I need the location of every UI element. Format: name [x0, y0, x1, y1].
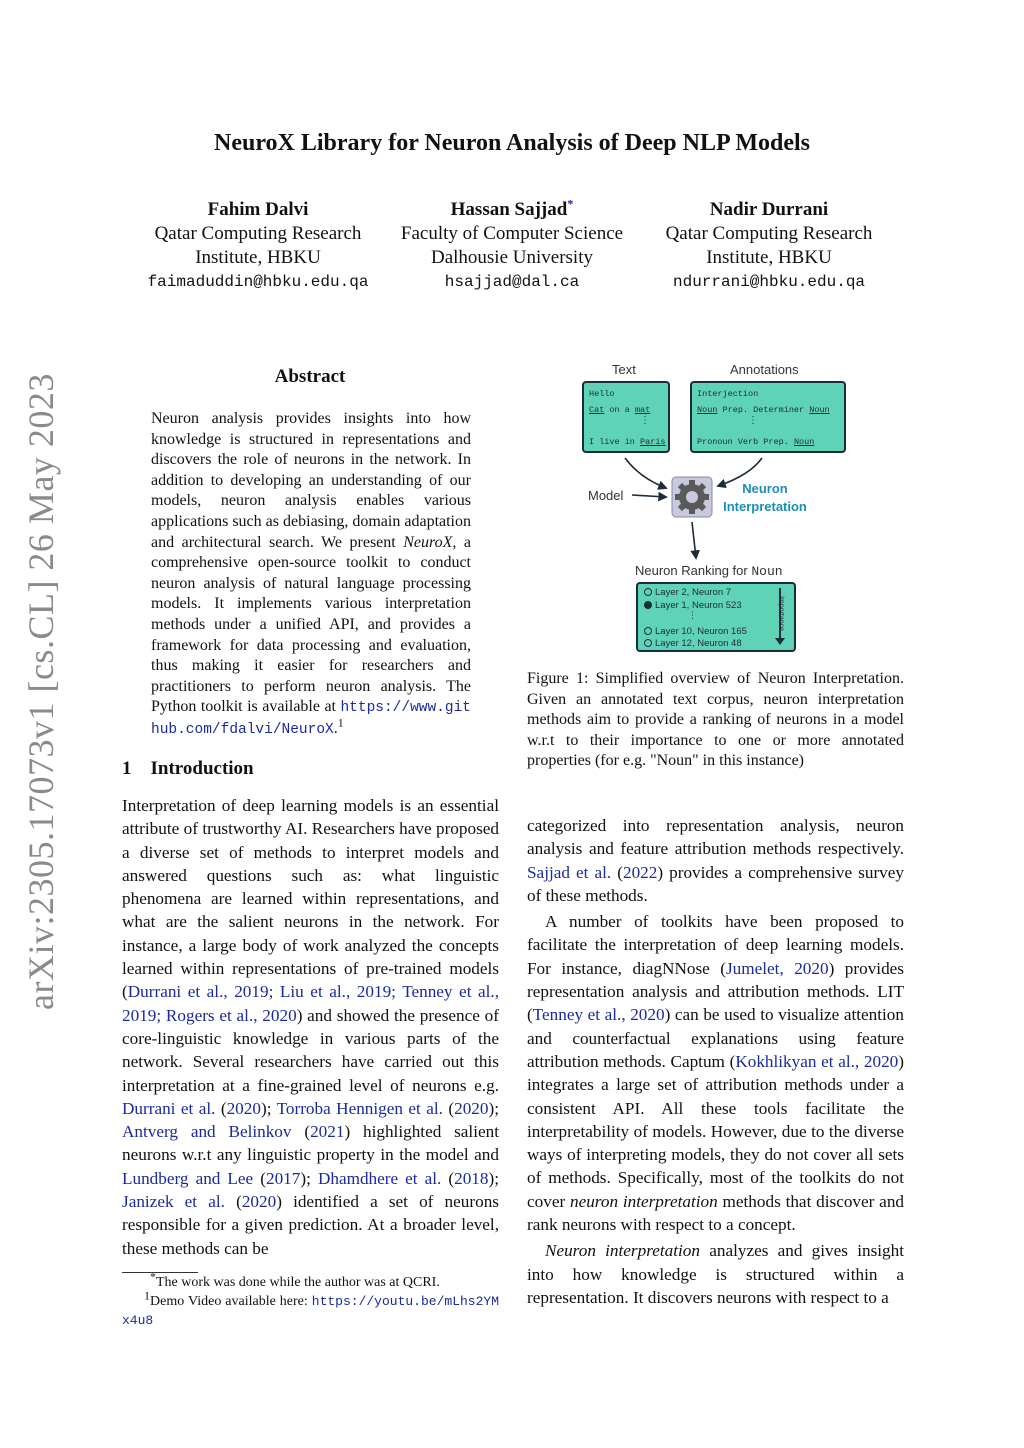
text-span: ) can be used to visualize attention and counterfactual explanations using feature attribution methods. Captum ( [527, 1005, 904, 1071]
citation-year[interactable]: 2018 [454, 1168, 489, 1188]
neuron-ranking-box [636, 582, 796, 652]
author-email[interactable]: ndurrani@hbku.edu.qa [672, 273, 866, 291]
citation-link[interactable]: Janizek et al. [122, 1192, 225, 1212]
citation-separator: ; [268, 982, 280, 1002]
annotation-tag: Noun [809, 405, 830, 415]
citation-separator: ; [494, 1098, 499, 1118]
citation-link[interactable]: Lundberg and Lee [122, 1168, 254, 1188]
paragraph [527, 1239, 904, 1309]
section-heading [122, 758, 254, 780]
filled-dot-icon [644, 601, 652, 609]
author-name: Nadir Durrani [709, 199, 829, 220]
corpus-word: on a [609, 405, 630, 415]
interp-label-line: Neuron [742, 481, 788, 496]
text-span: provides a comprehensive survey of these methods. [527, 862, 904, 905]
author-email[interactable]: hsajjad@dal.ca [444, 273, 580, 291]
ellipsis: ⋮ [748, 416, 758, 427]
author-affiliation: Faculty of Computer Science [400, 223, 624, 244]
paper-title: NeuroX Library for Neuron Analysis of Deep NLP Models [213, 130, 810, 156]
neuron-interpretation-label [720, 480, 810, 516]
ranking-label [635, 563, 783, 579]
ranking-label-code: Noun [751, 564, 783, 579]
citation-link[interactable]: Liu et al., 2019 [279, 982, 392, 1002]
model-to-ranking-arrow [692, 522, 696, 558]
author-affiliation: Qatar Computing Research [665, 223, 873, 244]
github-link[interactable]: https://www.github.com/fdalvi/NeuroX [151, 700, 471, 738]
citation-year[interactable]: 2020 [241, 1192, 277, 1212]
footnotes [122, 1269, 499, 1330]
citation-separator: ; [391, 982, 403, 1002]
paragraph: Interpretation of deep learning models is an essential attribute of trustworthy AI. Researchers have proposed a diverse set of methods to interpret models and answered questions such as: what linguistic phenomena are learned within representations, and what are the salient neurons in the network. For instance, a large body of work analyzed the concepts learned within representations of pre-trained models (Durrani et al., 2019; Liu et al., 2019; Tenney et al., 2019; Rogers et al., 2020) and showed the presence of core-linguistic knowledge in various parts of the network. Several researchers have carried out this interpretation at a fine-grained level of neurons e.g. Durrani et al. (2020); Torroba Hennigen et al. (2020); Antverg and Belinkov (2021) highlighted salient neurons w.r.t any linguistic property in the model and Lundberg and Lee (2017); Dhamdhere et al. (2018); Janizek et al. (2020) identified a set of neurons responsible for a given prediction. At a broader level, these methods can be [122, 796, 500, 1258]
author-affiliation: Dalhousie University [430, 247, 593, 268]
footnote [122, 1269, 499, 1292]
author-name: Hassan Sajjad [450, 199, 568, 220]
citation-year[interactable]: 2021 [310, 1122, 345, 1142]
text-span: highlighted salient neurons w.r.t any linguistic property in the model and [122, 1122, 499, 1165]
demo-video-link[interactable]: https://youtu.be/mLhs2YMx4u8 [122, 1294, 499, 1328]
corpus-word: mat [634, 405, 651, 415]
footnote-text: The work was done while the author was at QCRI. [156, 1275, 440, 1290]
author-affiliation: Qatar Computing Research [154, 223, 362, 244]
text-span: categorized into representation analysis, neuron analysis and feature attribution methods respectively. [527, 816, 904, 859]
text-span: Interpretation of deep learning models is an essential attribute of trustworthy AI. Researchers have proposed a diverse set of methods to interpret models and answered questions such as: what linguistic phenomena are learned within representations, and what are the salient neurons in the network. For instance, a large body of work analyzed the concepts learned within representations of pre-trained models ( [122, 796, 499, 1002]
author-block [128, 198, 388, 294]
text-span: identified a set of neurons responsible for a given prediction. At a broader level, these methods can be [122, 1192, 499, 1258]
abstract-span: , a comprehensive open-source toolkit to conduct neuron analysis of natural language processing models. It implements various interpretation methods under a unified API, and provides a framework for data processing and evaluation, thus making it easier for researchers and practitioners to perform neuron analysis. The Python toolkit is available at [151, 533, 471, 716]
ellipsis: ⋮ [640, 416, 650, 427]
model-label: Model [588, 488, 624, 503]
abstract-span: . [333, 719, 338, 737]
author-name: Fahim Dalvi [207, 199, 309, 220]
ring-dot-icon [644, 627, 652, 635]
abstract-span: Neuron analysis provides insights into how knowledge is structured in representations and discovers the role of neurons in the network. In addition to developing an understanding of our models, neuron analysis enables various applications such as debiasing, domain adaptation and architectural search. We present [151, 410, 471, 551]
citation-link[interactable]: Kokhlikyan et al., 2020 [735, 1051, 899, 1071]
corpus-word: Paris [640, 437, 666, 447]
citation-link[interactable]: Durrani et al., 2019 [127, 982, 269, 1002]
citation-link[interactable]: Durrani et al. [122, 1098, 216, 1118]
text-span: A number of toolkits have been proposed to facilitate the interpretation of deep learning models. For instance, diagNNose ( [527, 912, 904, 978]
citation-link[interactable]: Dhamdhere et al. [317, 1168, 442, 1188]
figure-text-label: Text [612, 362, 636, 377]
ring-dot-icon [644, 588, 652, 596]
ranking-text: Layer 2, Neuron 7 [655, 587, 732, 598]
author-email[interactable]: faimaduddin@hbku.edu.qa [147, 273, 369, 291]
text-span: analyzes and gives insight into how knowledge is structured within a representation. It discovers neurons with respect to a [527, 1241, 904, 1307]
emphasis: Neuron interpretation [545, 1241, 700, 1261]
ranking-item [644, 638, 742, 649]
figure-annotations-label: Annotations [730, 362, 799, 377]
ellipsis: ⋮ [688, 610, 697, 620]
citation-link[interactable]: Jumelet, 2020 [725, 958, 829, 978]
section-title: Introduction [150, 758, 254, 779]
footnote-mark: 1 [144, 1288, 150, 1303]
citation-link[interactable]: Torroba Hennigen et al. [276, 1098, 443, 1118]
ranking-text: Layer 10, Neuron 165 [655, 626, 747, 637]
citation-year[interactable]: 2020 [226, 1098, 261, 1118]
paragraph [527, 910, 904, 1236]
ranking-item [644, 626, 747, 637]
footnote-mark[interactable]: 1 [337, 715, 344, 730]
corpus-word: Cat [589, 405, 605, 415]
abstract-heading: Abstract [274, 366, 346, 387]
citation-separator: ; [156, 1005, 166, 1025]
abstract-text [151, 409, 471, 741]
citation-link[interactable]: Tenney et al., 2019 [122, 982, 500, 1025]
gear-icon [675, 480, 709, 514]
citation-link[interactable]: Tenney et al., 2020 [532, 1005, 665, 1025]
citation-link[interactable]: Rogers et al., 2020 [165, 1005, 297, 1025]
section-number: 1 [122, 758, 132, 779]
ring-dot-icon [644, 639, 652, 647]
emphasis: neuron interpretation [569, 1191, 718, 1211]
figure-caption: Figure 1: Simplified overview of Neuron Interpretation. Given an annotated text corpus, neuron interpretation methods aim to provide a ranking of neurons in a model w.r.t to their importance to one or more annotated properties (for e.g. "Noun" in this instance) [527, 670, 904, 770]
arxiv-identifier: arXiv:2305.17073v1 [cs.CL] 26 May 2023 [21, 373, 61, 1010]
model-arrow [632, 495, 666, 497]
author-block [639, 198, 899, 294]
abstract-emphasis: NeuroX [403, 533, 453, 551]
citation-separator: ; [306, 1168, 318, 1188]
citation-link[interactable]: Antverg and Belinkov [122, 1122, 292, 1142]
citation-link[interactable]: Sajjad et al. [527, 862, 612, 882]
citation-year[interactable]: 2020 [454, 1098, 489, 1118]
interp-label-line: Interpretation [723, 499, 807, 514]
citation-year[interactable]: 2022 [622, 862, 658, 882]
footnote-mark: * [150, 1269, 156, 1284]
author-block [382, 198, 642, 294]
text-span: ) integrates a large set of attribution methods under a consistent API. All these tools facilitate the interpretability of models. However, due to the diverse ways of interpreting models, they do not cover all sets of methods. Specifically, most of the toolkits do not cover [527, 1051, 904, 1211]
footnote [122, 1288, 499, 1330]
ranking-label-text: Neuron Ranking for [635, 563, 752, 578]
paragraph: categorized into representation analysis, neuron analysis and feature attribution methods respectively. Sajjad et al. (2022) provides a comprehensive survey of these methods. [527, 816, 904, 905]
ranking-text: Layer 1, Neuron 523 [655, 600, 742, 611]
author-affiliation: Institute, HBKU [706, 247, 832, 268]
footnote-text: Demo Video available here: [150, 1294, 312, 1309]
citation-separator: ; [266, 1098, 277, 1118]
text-span: methods that discover and rank neurons with respect to a concept. [527, 1191, 905, 1235]
ranking-text: Layer 12, Neuron 48 [655, 638, 742, 649]
annotation-tag: Pronoun Verb Prep. [697, 437, 789, 447]
text-span: ) provides representation analysis and attribution methods. LIT ( [527, 958, 904, 1025]
text-to-model-arrow [625, 458, 666, 488]
intro-left-column [122, 794, 499, 1260]
figure-1 [580, 360, 850, 655]
text-span: ) and showed the presence of core-linguistic knowledge in various parts of the network. Several researchers have carried out this interpretation at a fine-grained level of neurons e.g. [122, 1005, 499, 1095]
annotation-tag: Noun [697, 405, 718, 415]
annotation-line: Interjection [697, 389, 759, 399]
ranking-item [644, 587, 731, 598]
citation-separator: ; [494, 1168, 499, 1188]
annotation-tag: Noun [793, 437, 815, 447]
intro-right-column [527, 814, 904, 1309]
author-affiliation: Institute, HBKU [195, 247, 321, 268]
corpus-word: I live in [589, 437, 635, 447]
corpus-line: Hello [589, 389, 615, 399]
importance-label: Importance [777, 595, 785, 632]
author-footnote-mark[interactable]: * [567, 196, 574, 211]
importance-arrow [774, 588, 786, 644]
citation-year[interactable]: 2017 [265, 1168, 301, 1188]
annotation-tag: Prep. Determiner [722, 405, 805, 415]
